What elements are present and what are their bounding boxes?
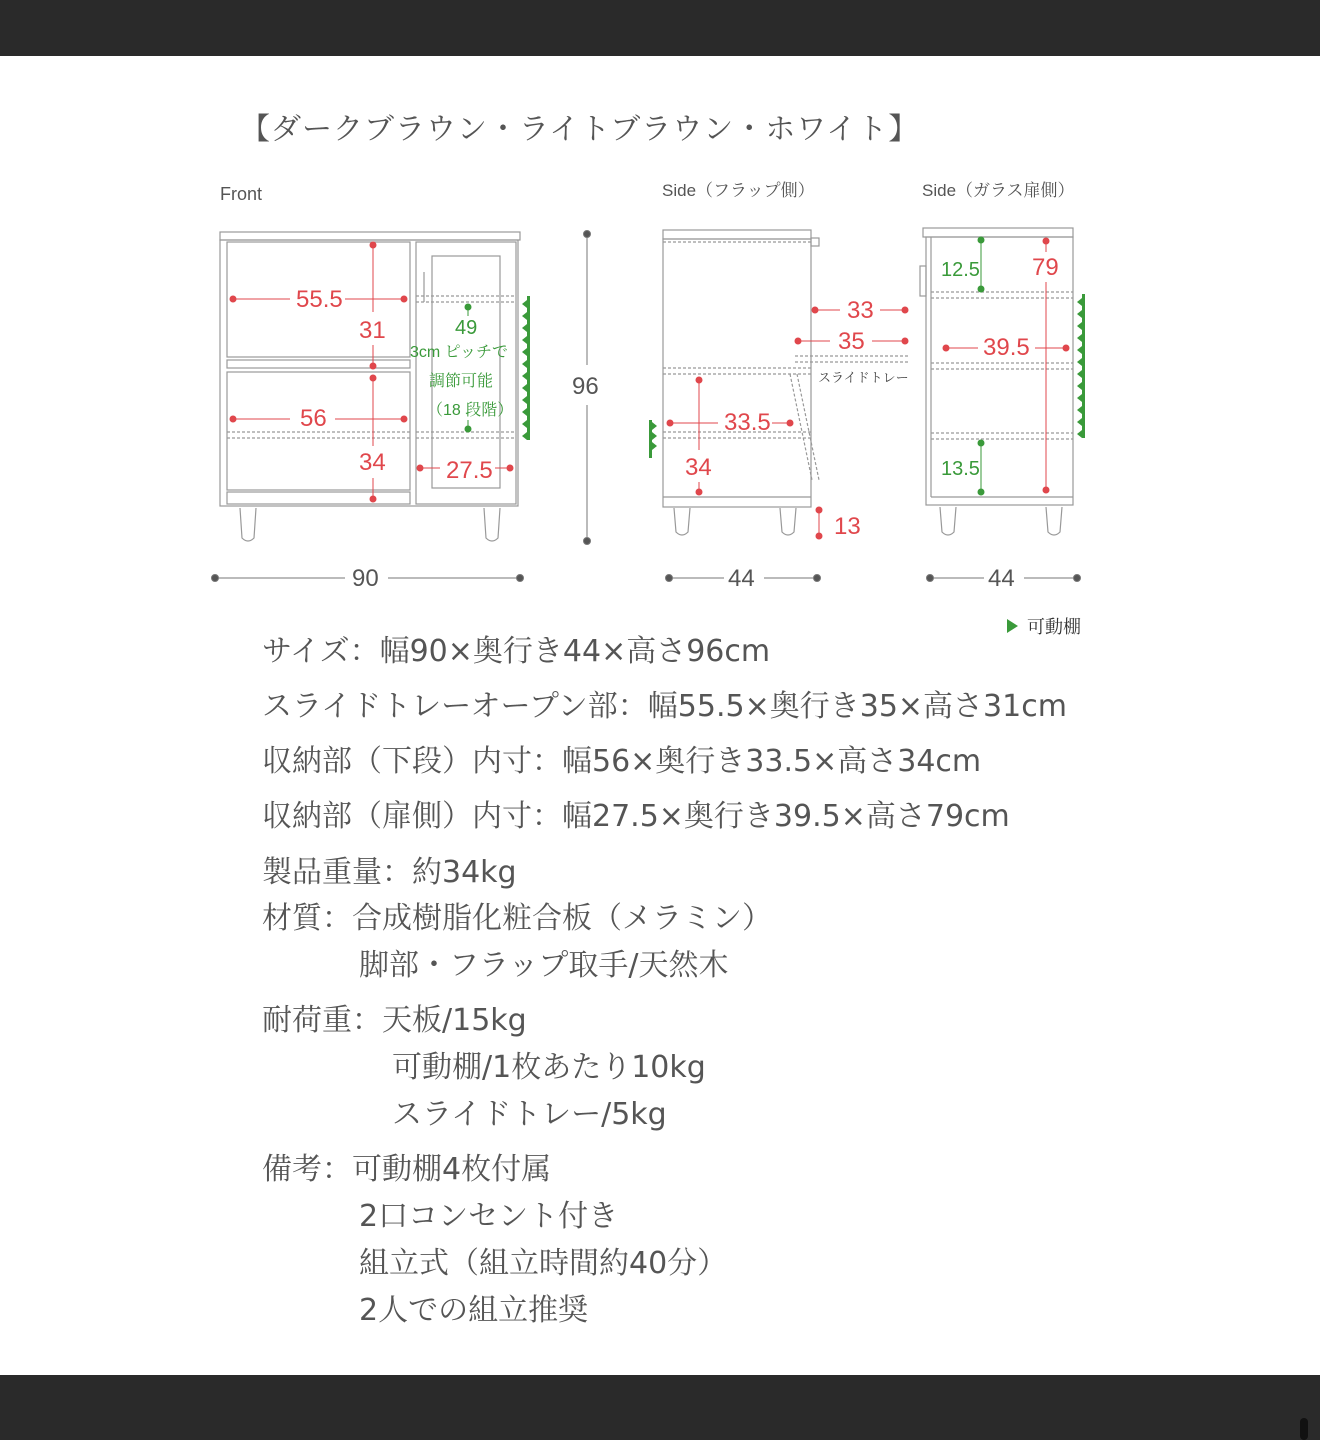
color-variants-title: 【ダークブラウン・ライトブラウン・ホワイト】 bbox=[240, 112, 920, 147]
dim-flap-lower-height: 34 bbox=[685, 454, 712, 481]
dim-open-height: 31 bbox=[359, 317, 386, 344]
dim-open-width: 55.5 bbox=[296, 286, 343, 313]
spec-load-top: 耐荷重：天板/15kg bbox=[262, 1003, 527, 1038]
legend-movable-shelf: 可動棚 bbox=[1027, 617, 1081, 637]
spec-material: 材質：合成樹脂化粧合板（メラミン） bbox=[262, 901, 772, 936]
spec-notes-two-people: 2人での組立推奨 bbox=[359, 1293, 589, 1328]
spec-material-legs: 脚部・フラップ取手/天然木 bbox=[359, 948, 729, 983]
spec-notes: 備考：可動棚4枚付属 bbox=[262, 1152, 552, 1187]
dim-pitch-range: 49 bbox=[455, 317, 478, 339]
side-flap-pitch-marks bbox=[649, 420, 657, 458]
dim-front-width: 90 bbox=[352, 565, 379, 592]
spec-load-tray: スライドトレー/5kg bbox=[392, 1097, 667, 1132]
dim-lower-width: 56 bbox=[300, 405, 327, 432]
side-glass-view-label: Side（ガラス扉側） bbox=[922, 181, 1075, 200]
spec-door-storage: 収納部（扉側）内寸：幅27.5×奥行き39.5×高さ79cm bbox=[262, 799, 1010, 834]
dimension-diagram bbox=[0, 0, 1320, 640]
dim-side-flap-depth: 44 bbox=[728, 565, 755, 592]
dim-lower-height: 34 bbox=[359, 449, 386, 476]
dim-leg-height: 13 bbox=[834, 513, 861, 540]
spec-load-shelf: 可動棚/1枚あたり10kg bbox=[392, 1050, 706, 1085]
scrollbar-thumb[interactable] bbox=[1300, 1418, 1308, 1440]
spec-slide-tray-open: スライドトレーオープン部：幅55.5×奥行き35×高さ31cm bbox=[262, 689, 1067, 724]
side-glass-pitch-marks bbox=[1077, 294, 1085, 438]
dim-glass-top-offset: 12.5 bbox=[941, 259, 980, 281]
spec-weight: 製品重量：約34kg bbox=[262, 855, 517, 890]
front-shelf-pitch-marks bbox=[522, 296, 530, 440]
dim-flap-35: 35 bbox=[838, 328, 865, 355]
dim-flap-33: 33 bbox=[847, 297, 874, 324]
dim-glass-bottom-offset: 13.5 bbox=[941, 458, 980, 480]
bottom-bar bbox=[0, 1375, 1320, 1440]
dim-door-width: 27.5 bbox=[446, 457, 493, 484]
side-flap-view-label: Side（フラップ側） bbox=[662, 181, 815, 200]
side-flap-red-dimensions bbox=[667, 307, 908, 539]
play-triangle-icon bbox=[1007, 619, 1018, 633]
dim-side-glass-depth: 44 bbox=[988, 565, 1015, 592]
pitch-note-1: 3cm ピッチで bbox=[410, 344, 509, 361]
spec-notes-assembly: 組立式（組立時間約40分） bbox=[359, 1246, 728, 1281]
spec-size: サイズ：幅90×奥行き44×高さ96cm bbox=[262, 634, 771, 669]
dim-glass-depth-inner: 39.5 bbox=[983, 334, 1030, 361]
pitch-note-2: 調節可能 bbox=[429, 373, 494, 390]
spec-notes-outlet: 2口コンセント付き bbox=[359, 1199, 619, 1234]
dim-flap-depth-inner: 33.5 bbox=[724, 409, 771, 436]
dim-glass-inner-height: 79 bbox=[1032, 254, 1059, 281]
spec-lower-storage: 収納部（下段）内寸：幅56×奥行き33.5×高さ34cm bbox=[262, 744, 982, 779]
front-view-label: Front bbox=[220, 184, 263, 204]
slide-tray-label: スライドトレー bbox=[818, 370, 909, 385]
pitch-note-3: （18 段階） bbox=[427, 402, 514, 419]
dim-height: 96 bbox=[572, 373, 599, 400]
